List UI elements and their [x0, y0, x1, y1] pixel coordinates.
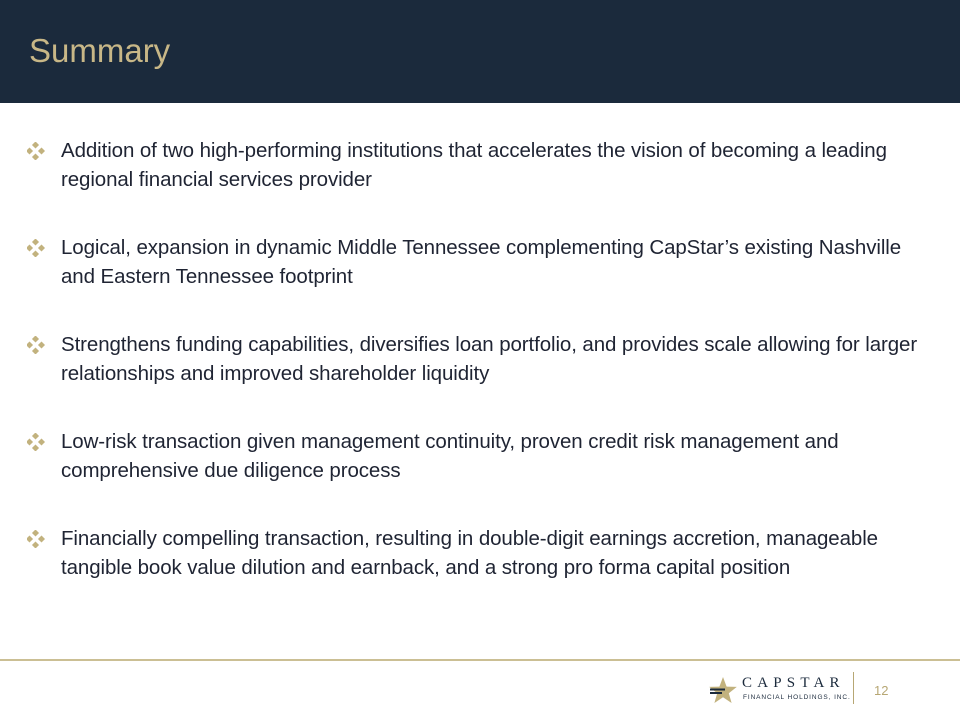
logo-divider — [853, 672, 854, 704]
page-number: 12 — [874, 683, 889, 698]
bullet-text: Logical, expansion in dynamic Middle Tennessee complementing CapStar’s existing Nashville and Eastern Tennessee footprint — [61, 236, 902, 288]
capstar-logo — [708, 672, 858, 708]
diamond-bullet-icon — [27, 427, 61, 456]
diamond-bullet-icon — [27, 330, 61, 359]
bullet-text: Low-risk transaction given management continuity, proven credit risk management and comprehensive due diligence process — [61, 430, 839, 482]
bullet-item — [27, 136, 927, 194]
bullet-list — [27, 136, 927, 621]
diamond-bullet-icon — [27, 136, 61, 165]
star-icon — [708, 676, 738, 709]
slide-title: Summary — [29, 32, 171, 69]
diamond-bullet-icon — [27, 233, 61, 262]
bullet-text: Financially compelling transaction, resulting in double-digit earnings accretion, manageable tangible book value dilution and earnback, and a strong pro forma capital position — [61, 527, 878, 579]
bullet-item — [27, 233, 927, 291]
logo-subtitle: FINANCIAL HOLDINGS, INC. — [743, 694, 851, 701]
bullet-text: Addition of two high-performing institutions that accelerates the vision of becoming a leading regional financial services provider — [61, 139, 887, 191]
bullet-item — [27, 330, 927, 388]
footer-rule — [0, 659, 960, 661]
diamond-bullet-icon — [27, 524, 61, 553]
bullet-item — [27, 427, 927, 485]
bullet-text: Strengthens funding capabilities, diversifies loan portfolio, and provides scale allowing for larger relationships and improved shareholder liquidity — [61, 333, 918, 385]
logo-wordmark: CAPSTAR — [742, 675, 845, 691]
bullet-item — [27, 524, 927, 582]
